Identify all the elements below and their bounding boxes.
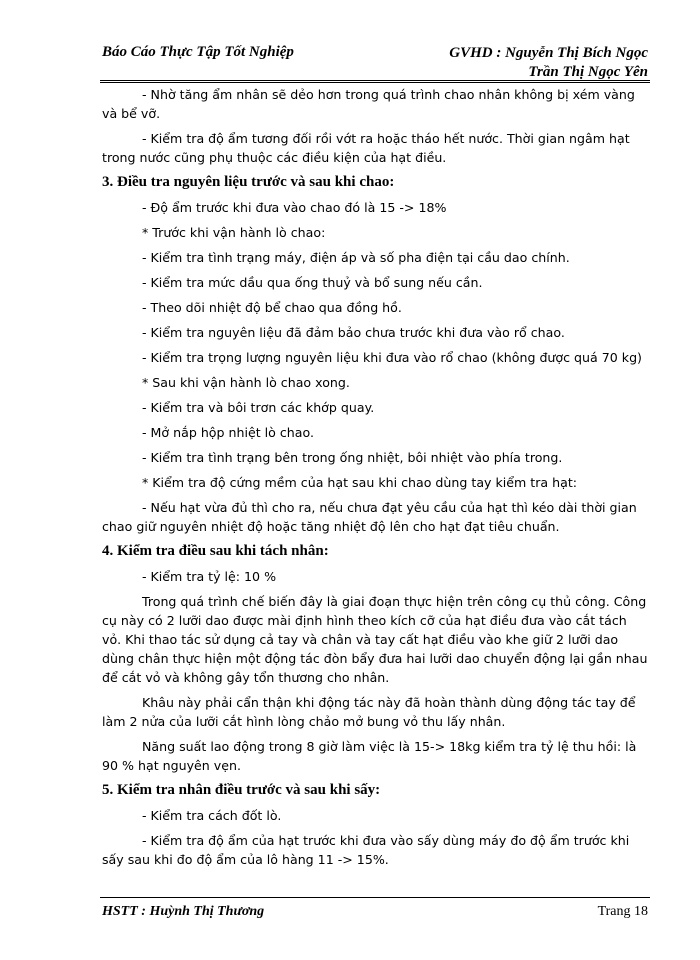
list-item: - Kiểm tra độ ẩm của hạt trước khi đưa vào sấy dùng máy đo độ ẩm trước khi sấy sau khi đo độ ẩm của lô hàng 11 -> 15%. <box>102 833 630 867</box>
list-item: - Kiểm tra mức dầu qua ống thuỷ và bổ sung nếu cần. <box>142 275 483 290</box>
header-rule <box>100 80 650 81</box>
list-item: - Kiểm tra nguyên liệu đã đảm bảo chưa trước khi đưa vào rổ chao. <box>142 325 565 340</box>
footer-rule <box>100 897 650 898</box>
list-item: - Kiểm tra tình trạng bên trong ống nhiệt, bôi nhiệt vào phía trong. <box>142 450 563 465</box>
section-heading: 5. Kiểm tra nhân điều trước và sau khi sấy: <box>102 782 381 798</box>
header-advisor-1: GVHD : Nguyễn Thị Bích Ngọc <box>449 45 648 61</box>
list-item: - Kiểm tra và bôi trơn các khớp quay. <box>142 400 375 415</box>
header-report-title: Báo Cáo Thực Tập Tốt Nghiệp <box>102 44 294 60</box>
subheading: * Kiểm tra độ cứng mềm của hạt sau khi chao dùng tay kiểm tra hạt: <box>142 475 578 490</box>
paragraph: Năng suất lao động trong 8 giờ làm việc là 15-> 18kg kiểm tra tỷ lệ thu hồi: là 90 % hạt nguyên vẹn. <box>102 739 637 773</box>
header-rule-double <box>100 82 650 83</box>
header-advisors <box>449 44 648 82</box>
list-item: - Độ ẩm trước khi đưa vào chao đó là 15 -> 18% <box>142 200 447 215</box>
list-item: - Mở nắp hộp nhiệt lò chao. <box>142 425 314 440</box>
page-number: Trang 18 <box>597 904 648 919</box>
list-item: - Kiểm tra tỷ lệ: 10 % <box>142 569 277 584</box>
list-item: - Kiểm tra tình trạng máy, điện áp và số pha điện tại cầu dao chính. <box>142 250 570 265</box>
list-item: - Kiểm tra trọng lượng nguyên liệu khi đưa vào rổ chao (không được quá 70 kg) <box>142 350 642 365</box>
page-body <box>102 85 648 875</box>
paragraph: Trong quá trình chế biến đây là giai đoạn thực hiện trên công cụ thủ công. Công cụ này có 2 lưỡi dao được mài định hình theo kích cỡ của hạt điều đưa vào cắt tách vỏ. Khi thao tác sử dụng cả tay và chân và tay cất hạt điều vào khe giữ 2 lưỡi dao dùng chân thực hiện một động tác đòn bẩy đưa hai lưỡi dao chuyển động lại gần nhau để cắt vỏ và không gây tổn thương cho nhân. <box>102 594 648 685</box>
paragraph: - Kiểm tra độ ẩm tương đối rồi vớt ra hoặc tháo hết nước. Thời gian ngâm hạt trong nước cũng phụ thuộc các điều kiện của hạt điều. <box>102 131 630 165</box>
section-heading: 4. Kiểm tra điều sau khi tách nhân: <box>102 543 329 559</box>
header-advisor-2: Trần Thị Ngọc Yên <box>528 64 648 80</box>
subheading: * Sau khi vận hành lò chao xong. <box>142 375 350 390</box>
section-heading: 3. Điều tra nguyên liệu trước và sau khi chao: <box>102 174 395 190</box>
footer-student: HSTT : Huỳnh Thị Thương <box>102 904 265 919</box>
list-item: - Theo dõi nhiệt độ bể chao qua đồng hồ. <box>142 300 402 315</box>
list-item: - Nếu hạt vừa đủ thì cho ra, nếu chưa đạt yêu cầu của hạt thì kéo dài thời gian chao giữ nguyên nhiệt độ hoặc tăng nhiệt độ lên cho hạt đạt tiêu chuẩn. <box>102 500 637 534</box>
subheading: * Trước khi vận hành lò chao: <box>142 225 326 240</box>
paragraph: Khâu này phải cẩn thận khi động tác này đã hoàn thành dùng động tác tay để làm 2 nửa của lưỡi cắt hình lòng chảo mở bung vỏ thu lấy nhân. <box>102 695 636 729</box>
list-item: - Kiểm tra cách đốt lò. <box>142 808 282 823</box>
paragraph: - Nhờ tăng ẩm nhân sẽ dẻo hơn trong quá trình chao nhân không bị xém vàng và bể vỡ. <box>102 87 635 121</box>
